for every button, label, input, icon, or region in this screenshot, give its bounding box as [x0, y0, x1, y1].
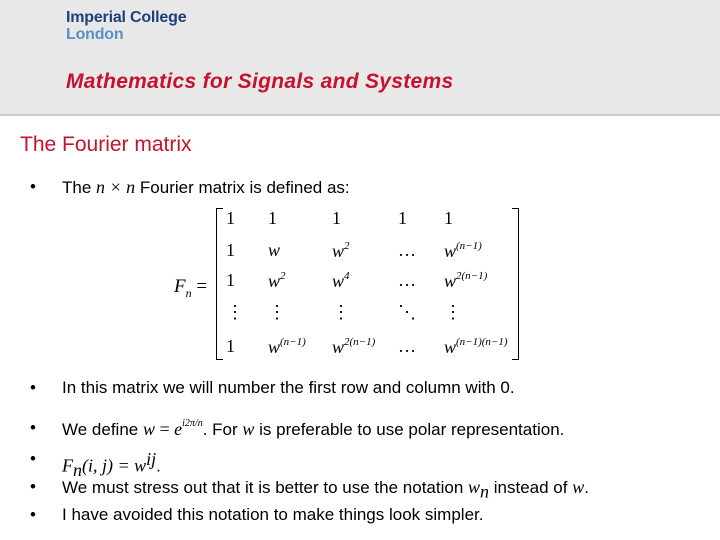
matrix-entry-r4-c2: $w^{2(n-1)}$ — [332, 336, 376, 357]
matrix-right-bracket — [512, 208, 519, 360]
slide-header — [0, 0, 720, 116]
matrix-entry-r4-c3: … — [398, 336, 416, 356]
matrix-left-bracket — [216, 208, 223, 360]
bullet-text: We must stress out that it is better to use the notation $w_n$ instead of w. — [62, 477, 589, 502]
matrix-entry-r1-c0: 1 — [226, 240, 235, 260]
matrix-entry-r0-c0: 1 — [226, 208, 235, 228]
bullet-marker: • — [30, 449, 36, 468]
matrix-entry-r0-c1: 1 — [268, 208, 277, 228]
matrix-entry-r3-c4: ⋮ — [444, 302, 462, 322]
matrix-entry-r4-c4: $w^{(n-1)(n-1)}$ — [444, 336, 508, 357]
bullet-text: $F_n(i$, $j) = w^{ij}$. — [62, 449, 161, 481]
matrix-entry-r1-c2: $w^2$ — [332, 240, 350, 261]
bullet-text: In this matrix we will number the first row and column with 0. — [62, 378, 515, 397]
matrix-entry-r3-c1: ⋮ — [268, 302, 286, 322]
matrix-entry-r2-c2: $w^4$ — [332, 270, 350, 291]
bullet-text: I have avoided this notation to make things look simpler. — [62, 505, 484, 524]
matrix-entry-r2-c0: 1 — [226, 270, 235, 290]
logo-line-1: Imperial College — [66, 9, 187, 26]
matrix-entry-r4-c1: $w^{(n-1)}$ — [268, 336, 306, 357]
fourier-matrix — [174, 206, 524, 360]
matrix-entry-r1-c1: w — [268, 240, 281, 260]
matrix-entry-r1-c4: $w^{(n-1)}$ — [444, 240, 482, 261]
logo-line-2: London — [66, 26, 124, 43]
matrix-entry-r1-c3: … — [398, 240, 416, 260]
matrix-entry-r3-c3: ⋱ — [398, 302, 416, 322]
matrix-entry-r2-c4: $w^{2(n-1)}$ — [444, 270, 488, 291]
matrix-entry-r3-c0: ⋮ — [226, 302, 244, 322]
bullet-marker: • — [30, 177, 36, 196]
bullet-marker: • — [30, 505, 36, 524]
bullet-marker: • — [30, 418, 36, 437]
bullet-marker: • — [30, 477, 36, 496]
course-title: Mathematics for Signals and Systems — [66, 70, 454, 93]
slide-title: The Fourier matrix — [20, 133, 192, 156]
matrix-label: $F_n$ = — [174, 276, 208, 300]
bullet-marker: • — [30, 378, 36, 397]
matrix-entry-r3-c2: ⋮ — [332, 302, 350, 322]
matrix-entry-r0-c3: 1 — [398, 208, 407, 228]
matrix-entry-r0-c2: 1 — [332, 208, 341, 228]
matrix-entry-r2-c1: $w^2$ — [268, 270, 286, 291]
matrix-entry-r4-c0: 1 — [226, 336, 235, 356]
matrix-entry-r0-c4: 1 — [444, 208, 453, 228]
matrix-entry-r2-c3: … — [398, 270, 416, 290]
bullet-text: We define $w = e^{i2\pi/n}$. For w is preferable to use polar representation. — [62, 418, 565, 439]
bullet-text: The n × n Fourier matrix is defined as: — [62, 177, 350, 197]
imperial-college-logo — [66, 9, 186, 43]
